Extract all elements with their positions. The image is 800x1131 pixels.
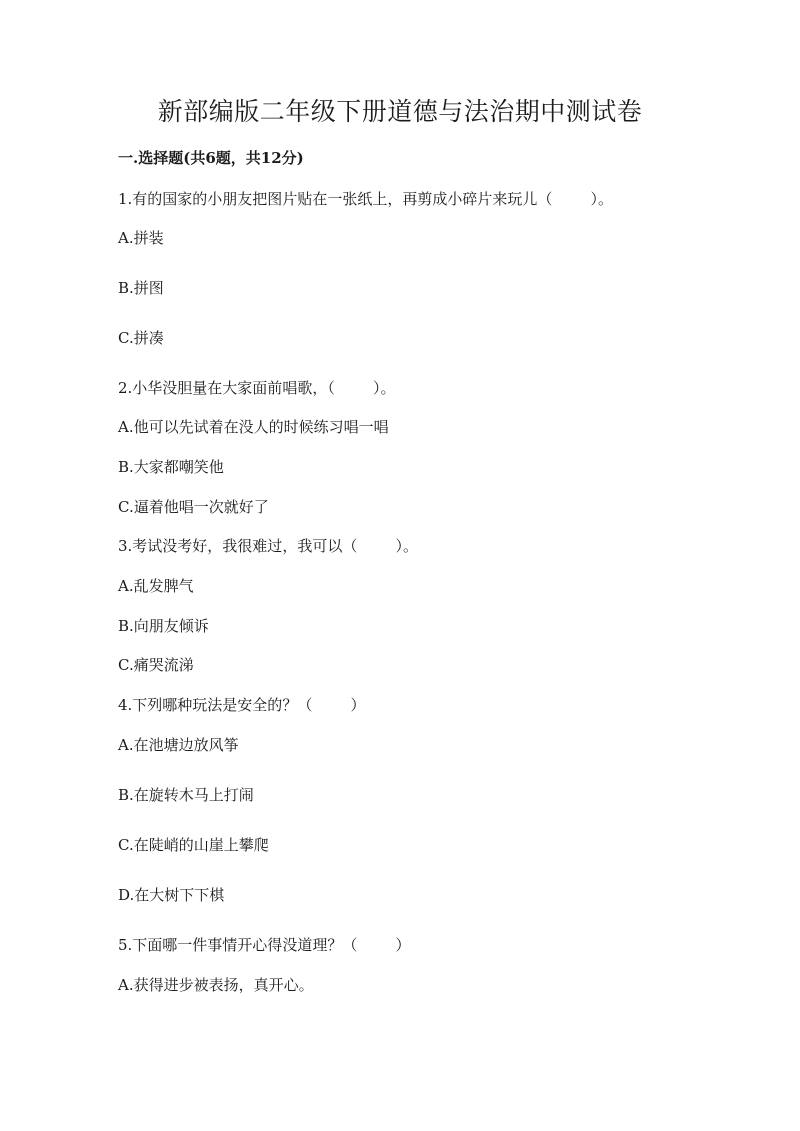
question-3-option-c: C.痛哭流涕: [118, 656, 194, 674]
question-3-option-b: B.向朋友倾诉: [118, 617, 209, 635]
section-heading: 一.选择题(共6题，共12分): [118, 149, 304, 167]
question-5-option-a: A.获得进步被表扬，真开心。: [118, 976, 314, 994]
question-1-stem: 1.有的国家的小朋友把图片贴在一张纸上，再剪成小碎片来玩儿（ ）。: [118, 190, 613, 208]
question-4-option-b: B.在旋转木马上打闹: [118, 786, 254, 804]
question-1-option-c: C.拼凑: [118, 329, 164, 347]
question-1-option-a: A.拼装: [118, 229, 164, 247]
page-title: 新部编版二年级下册道德与法治期中测试卷: [157, 97, 643, 126]
question-2-option-c: C.逼着他唱一次就好了: [118, 498, 269, 516]
question-2-option-a: A.他可以先试着在没人的时候练习唱一唱: [118, 418, 389, 436]
question-2-option-b: B.大家都嘲笑他: [118, 458, 224, 476]
question-4-option-d: D.在大树下下棋: [118, 886, 225, 904]
question-2-stem: 2.小华没胆量在大家面前唱歌，（ ）。: [118, 379, 396, 397]
question-1-option-b: B.拼图: [118, 279, 164, 297]
question-5-stem: 5.下面哪一件事情开心得没道理？（ ）: [118, 936, 411, 954]
question-4-option-c: C.在陡峭的山崖上攀爬: [118, 836, 269, 854]
question-3-stem: 3.考试没考好，我很难过，我可以（ ）。: [118, 537, 418, 555]
question-4-stem: 4.下列哪种玩法是安全的？（ ）: [118, 696, 366, 714]
question-4-option-a: A.在池塘边放风筝: [118, 736, 239, 754]
question-3-option-a: A.乱发脾气: [118, 577, 194, 595]
